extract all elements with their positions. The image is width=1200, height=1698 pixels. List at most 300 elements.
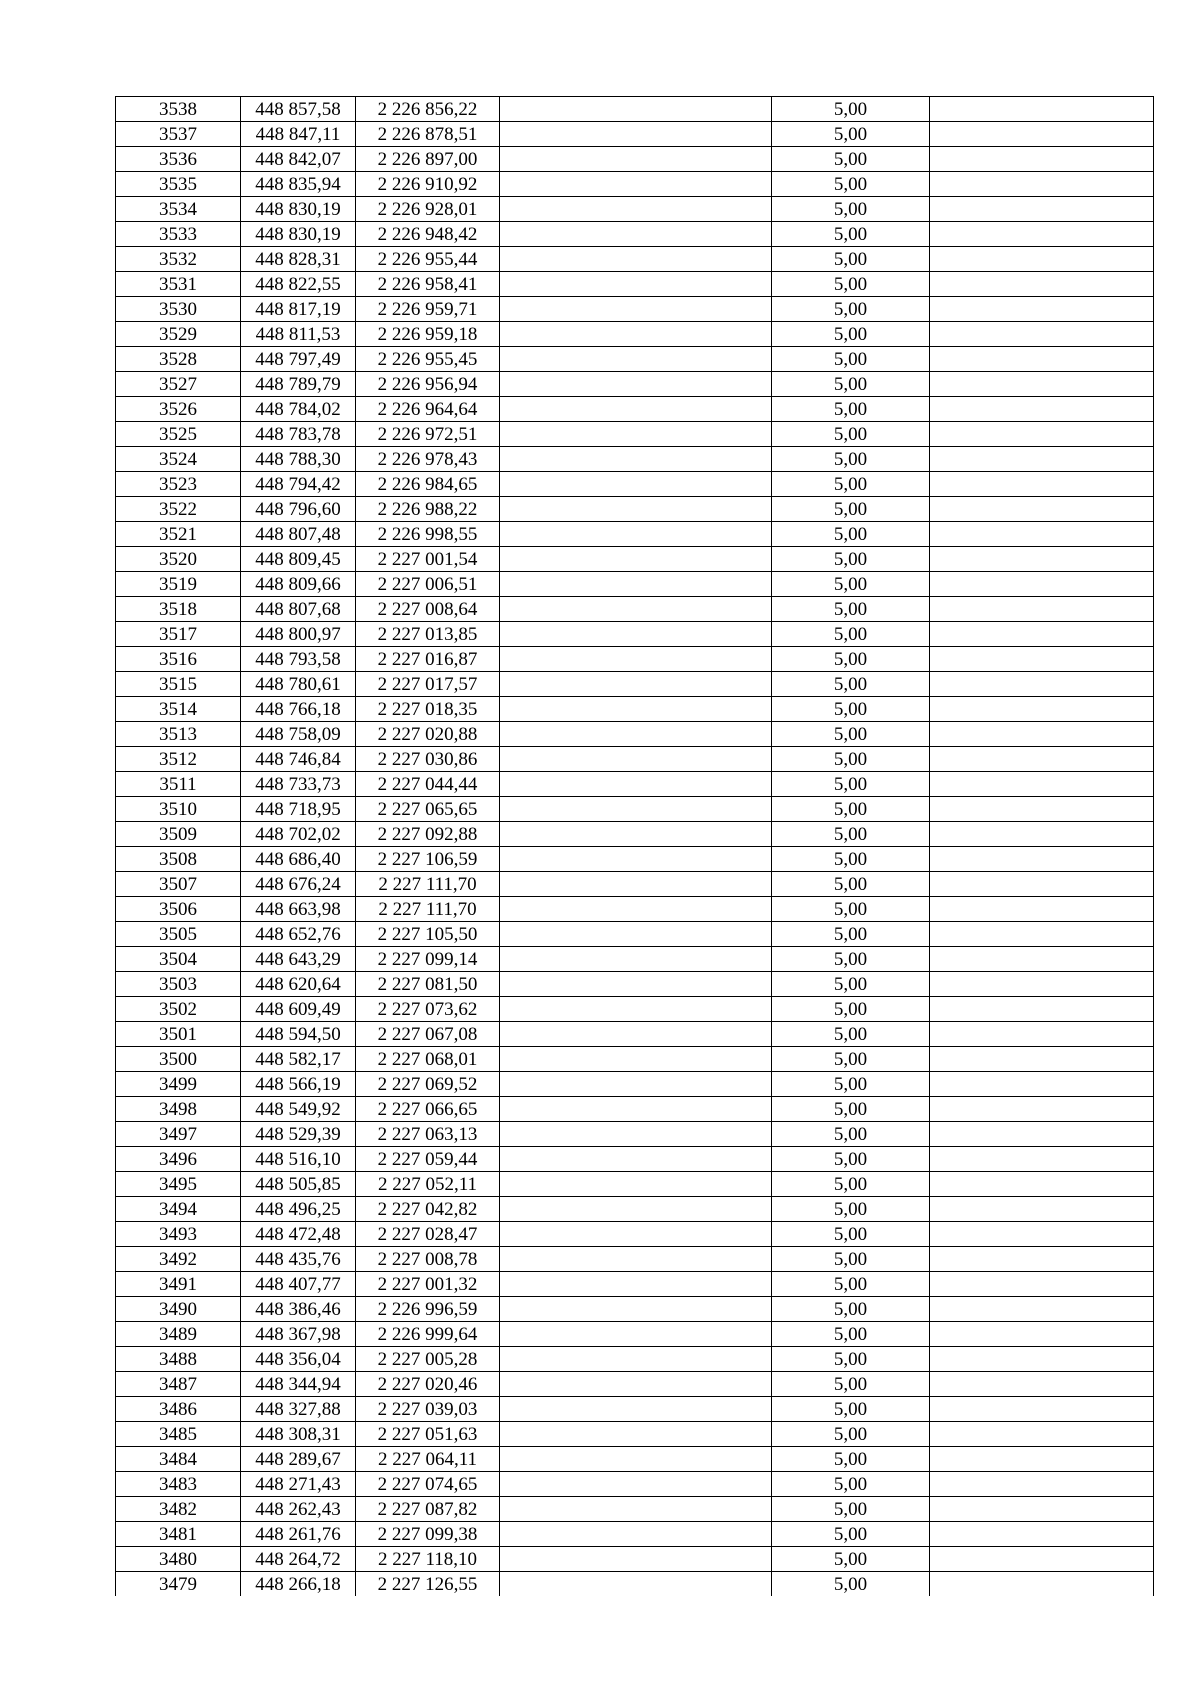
blank-cell-right (930, 1147, 1154, 1172)
x-coordinate-cell: 448 746,84 (241, 747, 356, 772)
x-coordinate-cell: 448 800,97 (241, 622, 356, 647)
point-number-cell: 3487 (116, 1372, 241, 1397)
blank-cell-right (930, 697, 1154, 722)
y-coordinate-cell: 2 227 063,13 (356, 1122, 500, 1147)
blank-cell (500, 997, 772, 1022)
blank-cell-right (930, 797, 1154, 822)
blank-cell-right (930, 1347, 1154, 1372)
blank-cell (500, 222, 772, 247)
y-coordinate-cell: 2 226 998,55 (356, 522, 500, 547)
y-coordinate-cell: 2 227 008,64 (356, 597, 500, 622)
x-coordinate-cell: 448 529,39 (241, 1122, 356, 1147)
blank-cell (500, 872, 772, 897)
table-row (116, 397, 1154, 422)
x-coordinate-cell: 448 676,24 (241, 872, 356, 897)
blank-cell-right (930, 747, 1154, 772)
x-coordinate-cell: 448 472,48 (241, 1222, 356, 1247)
coordinates-table-body (116, 97, 1154, 1597)
y-coordinate-cell: 2 226 964,64 (356, 397, 500, 422)
blank-cell (500, 1197, 772, 1222)
table-row (116, 547, 1154, 572)
table-row (116, 1322, 1154, 1347)
blank-cell (500, 1347, 772, 1372)
point-number-cell: 3509 (116, 822, 241, 847)
x-coordinate-cell: 448 407,77 (241, 1272, 356, 1297)
x-coordinate-cell: 448 780,61 (241, 672, 356, 697)
x-coordinate-cell: 448 496,25 (241, 1197, 356, 1222)
y-coordinate-cell: 2 227 074,65 (356, 1472, 500, 1497)
x-coordinate-cell: 448 505,85 (241, 1172, 356, 1197)
y-coordinate-cell: 2 226 959,71 (356, 297, 500, 322)
table-row (116, 1072, 1154, 1097)
coordinates-table (115, 96, 1154, 1596)
value-cell: 5,00 (772, 197, 930, 222)
value-cell: 5,00 (772, 397, 930, 422)
blank-cell-right (930, 1122, 1154, 1147)
value-cell: 5,00 (772, 1097, 930, 1122)
x-coordinate-cell: 448 686,40 (241, 847, 356, 872)
y-coordinate-cell: 2 227 020,88 (356, 722, 500, 747)
value-cell: 5,00 (772, 922, 930, 947)
y-coordinate-cell: 2 227 111,70 (356, 872, 500, 897)
value-cell: 5,00 (772, 622, 930, 647)
blank-cell-right (930, 522, 1154, 547)
value-cell: 5,00 (772, 872, 930, 897)
y-coordinate-cell: 2 226 984,65 (356, 472, 500, 497)
blank-cell-right (930, 1297, 1154, 1322)
x-coordinate-cell: 448 809,45 (241, 547, 356, 572)
x-coordinate-cell: 448 797,49 (241, 347, 356, 372)
blank-cell-right (930, 97, 1154, 122)
y-coordinate-cell: 2 227 016,87 (356, 647, 500, 672)
table-row (116, 872, 1154, 897)
point-number-cell: 3523 (116, 472, 241, 497)
y-coordinate-cell: 2 227 017,57 (356, 672, 500, 697)
point-number-cell: 3485 (116, 1422, 241, 1447)
y-coordinate-cell: 2 227 068,01 (356, 1047, 500, 1072)
blank-cell (500, 1247, 772, 1272)
point-number-cell: 3479 (116, 1572, 241, 1597)
point-number-cell: 3490 (116, 1297, 241, 1322)
point-number-cell: 3501 (116, 1022, 241, 1047)
table-row (116, 572, 1154, 597)
value-cell: 5,00 (772, 1372, 930, 1397)
x-coordinate-cell: 448 784,02 (241, 397, 356, 422)
x-coordinate-cell: 448 733,73 (241, 772, 356, 797)
y-coordinate-cell: 2 227 064,11 (356, 1447, 500, 1472)
point-number-cell: 3531 (116, 272, 241, 297)
blank-cell-right (930, 1447, 1154, 1472)
y-coordinate-cell: 2 226 999,64 (356, 1322, 500, 1347)
blank-cell-right (930, 272, 1154, 297)
blank-cell-right (930, 1572, 1154, 1597)
x-coordinate-cell: 448 643,29 (241, 947, 356, 972)
table-row (116, 347, 1154, 372)
x-coordinate-cell: 448 663,98 (241, 897, 356, 922)
x-coordinate-cell: 448 271,43 (241, 1472, 356, 1497)
point-number-cell: 3480 (116, 1547, 241, 1572)
blank-cell (500, 297, 772, 322)
point-number-cell: 3511 (116, 772, 241, 797)
y-coordinate-cell: 2 226 897,00 (356, 147, 500, 172)
blank-cell (500, 97, 772, 122)
blank-cell-right (930, 1547, 1154, 1572)
y-coordinate-cell: 2 226 996,59 (356, 1297, 500, 1322)
point-number-cell: 3483 (116, 1472, 241, 1497)
x-coordinate-cell: 448 822,55 (241, 272, 356, 297)
table-row (116, 222, 1154, 247)
y-coordinate-cell: 2 227 013,85 (356, 622, 500, 647)
value-cell: 5,00 (772, 847, 930, 872)
point-number-cell: 3508 (116, 847, 241, 872)
blank-cell-right (930, 672, 1154, 697)
table-row (116, 247, 1154, 272)
point-number-cell: 3514 (116, 697, 241, 722)
table-row (116, 297, 1154, 322)
x-coordinate-cell: 448 702,02 (241, 822, 356, 847)
blank-cell (500, 547, 772, 572)
x-coordinate-cell: 448 582,17 (241, 1047, 356, 1072)
point-number-cell: 3527 (116, 372, 241, 397)
blank-cell (500, 122, 772, 147)
value-cell: 5,00 (772, 1472, 930, 1497)
table-row (116, 472, 1154, 497)
blank-cell (500, 497, 772, 522)
point-number-cell: 3530 (116, 297, 241, 322)
table-row (116, 1222, 1154, 1247)
value-cell: 5,00 (772, 1447, 930, 1472)
blank-cell (500, 347, 772, 372)
blank-cell-right (930, 397, 1154, 422)
blank-cell (500, 247, 772, 272)
point-number-cell: 3505 (116, 922, 241, 947)
blank-cell (500, 422, 772, 447)
value-cell: 5,00 (772, 422, 930, 447)
x-coordinate-cell: 448 308,31 (241, 1422, 356, 1447)
table-row (116, 522, 1154, 547)
blank-cell-right (930, 1197, 1154, 1222)
point-number-cell: 3507 (116, 872, 241, 897)
y-coordinate-cell: 2 227 051,63 (356, 1422, 500, 1447)
table-row (116, 797, 1154, 822)
blank-cell (500, 1372, 772, 1397)
blank-cell (500, 572, 772, 597)
blank-cell-right (930, 547, 1154, 572)
x-coordinate-cell: 448 857,58 (241, 97, 356, 122)
blank-cell (500, 272, 772, 297)
value-cell: 5,00 (772, 172, 930, 197)
table-row (116, 1347, 1154, 1372)
table-row (116, 372, 1154, 397)
point-number-cell: 3493 (116, 1222, 241, 1247)
point-number-cell: 3506 (116, 897, 241, 922)
value-cell: 5,00 (772, 1172, 930, 1197)
y-coordinate-cell: 2 227 039,03 (356, 1397, 500, 1422)
blank-cell-right (930, 872, 1154, 897)
point-number-cell: 3512 (116, 747, 241, 772)
blank-cell-right (930, 1272, 1154, 1297)
point-number-cell: 3534 (116, 197, 241, 222)
table-row (116, 772, 1154, 797)
y-coordinate-cell: 2 226 955,44 (356, 247, 500, 272)
blank-cell-right (930, 322, 1154, 347)
value-cell: 5,00 (772, 1522, 930, 1547)
blank-cell (500, 622, 772, 647)
value-cell: 5,00 (772, 997, 930, 1022)
blank-cell (500, 1547, 772, 1572)
blank-cell-right (930, 1222, 1154, 1247)
blank-cell (500, 1497, 772, 1522)
x-coordinate-cell: 448 828,31 (241, 247, 356, 272)
blank-cell (500, 1572, 772, 1597)
table-row (116, 1572, 1154, 1597)
value-cell: 5,00 (772, 697, 930, 722)
blank-cell (500, 397, 772, 422)
x-coordinate-cell: 448 262,43 (241, 1497, 356, 1522)
y-coordinate-cell: 2 226 910,92 (356, 172, 500, 197)
point-number-cell: 3489 (116, 1322, 241, 1347)
y-coordinate-cell: 2 227 081,50 (356, 972, 500, 997)
blank-cell (500, 797, 772, 822)
value-cell: 5,00 (772, 322, 930, 347)
y-coordinate-cell: 2 226 978,43 (356, 447, 500, 472)
x-coordinate-cell: 448 794,42 (241, 472, 356, 497)
table-row (116, 1122, 1154, 1147)
y-coordinate-cell: 2 227 044,44 (356, 772, 500, 797)
y-coordinate-cell: 2 226 972,51 (356, 422, 500, 447)
table-row (116, 1547, 1154, 1572)
table-row (116, 647, 1154, 672)
table-row (116, 272, 1154, 297)
y-coordinate-cell: 2 227 018,35 (356, 697, 500, 722)
table-row (116, 997, 1154, 1022)
value-cell: 5,00 (772, 972, 930, 997)
blank-cell (500, 1397, 772, 1422)
y-coordinate-cell: 2 227 006,51 (356, 572, 500, 597)
blank-cell (500, 1222, 772, 1247)
value-cell: 5,00 (772, 947, 930, 972)
blank-cell-right (930, 1322, 1154, 1347)
blank-cell-right (930, 1172, 1154, 1197)
table-row (116, 947, 1154, 972)
table-row (116, 1197, 1154, 1222)
table-row (116, 1172, 1154, 1197)
value-cell: 5,00 (772, 1322, 930, 1347)
value-cell: 5,00 (772, 572, 930, 597)
point-number-cell: 3532 (116, 247, 241, 272)
table-row (116, 422, 1154, 447)
blank-cell (500, 697, 772, 722)
value-cell: 5,00 (772, 1247, 930, 1272)
point-number-cell: 3533 (116, 222, 241, 247)
blank-cell (500, 722, 772, 747)
value-cell: 5,00 (772, 1072, 930, 1097)
x-coordinate-cell: 448 367,98 (241, 1322, 356, 1347)
y-coordinate-cell: 2 227 111,70 (356, 897, 500, 922)
point-number-cell: 3520 (116, 547, 241, 572)
blank-cell (500, 1422, 772, 1447)
table-row (116, 1372, 1154, 1397)
blank-cell (500, 1022, 772, 1047)
point-number-cell: 3484 (116, 1447, 241, 1472)
blank-cell-right (930, 1047, 1154, 1072)
y-coordinate-cell: 2 227 087,82 (356, 1497, 500, 1522)
blank-cell-right (930, 1372, 1154, 1397)
value-cell: 5,00 (772, 747, 930, 772)
blank-cell (500, 1047, 772, 1072)
y-coordinate-cell: 2 226 856,22 (356, 97, 500, 122)
table-row (116, 897, 1154, 922)
x-coordinate-cell: 448 289,67 (241, 1447, 356, 1472)
x-coordinate-cell: 448 758,09 (241, 722, 356, 747)
y-coordinate-cell: 2 226 878,51 (356, 122, 500, 147)
blank-cell-right (930, 647, 1154, 672)
blank-cell-right (930, 197, 1154, 222)
x-coordinate-cell: 448 327,88 (241, 1397, 356, 1422)
value-cell: 5,00 (772, 1397, 930, 1422)
table-row (116, 1097, 1154, 1122)
point-number-cell: 3495 (116, 1172, 241, 1197)
blank-cell (500, 672, 772, 697)
blank-cell-right (930, 372, 1154, 397)
blank-cell-right (930, 472, 1154, 497)
point-number-cell: 3500 (116, 1047, 241, 1072)
value-cell: 5,00 (772, 347, 930, 372)
blank-cell (500, 1072, 772, 1097)
point-number-cell: 3513 (116, 722, 241, 747)
x-coordinate-cell: 448 609,49 (241, 997, 356, 1022)
value-cell: 5,00 (772, 222, 930, 247)
blank-cell-right (930, 247, 1154, 272)
blank-cell-right (930, 1097, 1154, 1122)
table-row (116, 1422, 1154, 1447)
x-coordinate-cell: 448 594,50 (241, 1022, 356, 1047)
y-coordinate-cell: 2 227 069,52 (356, 1072, 500, 1097)
point-number-cell: 3504 (116, 947, 241, 972)
x-coordinate-cell: 448 766,18 (241, 697, 356, 722)
y-coordinate-cell: 2 227 126,55 (356, 1572, 500, 1597)
blank-cell-right (930, 447, 1154, 472)
y-coordinate-cell: 2 227 052,11 (356, 1172, 500, 1197)
point-number-cell: 3525 (116, 422, 241, 447)
point-number-cell: 3517 (116, 622, 241, 647)
y-coordinate-cell: 2 227 001,32 (356, 1272, 500, 1297)
blank-cell-right (930, 1422, 1154, 1447)
value-cell: 5,00 (772, 1347, 930, 1372)
blank-cell (500, 822, 772, 847)
x-coordinate-cell: 448 620,64 (241, 972, 356, 997)
x-coordinate-cell: 448 807,48 (241, 522, 356, 547)
blank-cell-right (930, 1522, 1154, 1547)
point-number-cell: 3498 (116, 1097, 241, 1122)
x-coordinate-cell: 448 811,53 (241, 322, 356, 347)
x-coordinate-cell: 448 652,76 (241, 922, 356, 947)
point-number-cell: 3516 (116, 647, 241, 672)
x-coordinate-cell: 448 516,10 (241, 1147, 356, 1172)
point-number-cell: 3502 (116, 997, 241, 1022)
table-row (116, 322, 1154, 347)
x-coordinate-cell: 448 783,78 (241, 422, 356, 447)
x-coordinate-cell: 448 264,72 (241, 1547, 356, 1572)
y-coordinate-cell: 2 226 958,41 (356, 272, 500, 297)
table-row (116, 447, 1154, 472)
table-row (116, 697, 1154, 722)
value-cell: 5,00 (772, 1222, 930, 1247)
x-coordinate-cell: 448 344,94 (241, 1372, 356, 1397)
x-coordinate-cell: 448 566,19 (241, 1072, 356, 1097)
value-cell: 5,00 (772, 772, 930, 797)
value-cell: 5,00 (772, 797, 930, 822)
y-coordinate-cell: 2 227 118,10 (356, 1547, 500, 1572)
table-row (116, 97, 1154, 122)
blank-cell (500, 1522, 772, 1547)
value-cell: 5,00 (772, 122, 930, 147)
blank-cell-right (930, 972, 1154, 997)
x-coordinate-cell: 448 847,11 (241, 122, 356, 147)
blank-cell (500, 772, 772, 797)
blank-cell-right (930, 1397, 1154, 1422)
table-row (116, 1447, 1154, 1472)
y-coordinate-cell: 2 227 099,14 (356, 947, 500, 972)
table-row (116, 1147, 1154, 1172)
blank-cell-right (930, 722, 1154, 747)
table-row (116, 497, 1154, 522)
y-coordinate-cell: 2 226 948,42 (356, 222, 500, 247)
y-coordinate-cell: 2 227 066,65 (356, 1097, 500, 1122)
table-row (116, 1522, 1154, 1547)
blank-cell-right (930, 822, 1154, 847)
blank-cell-right (930, 572, 1154, 597)
table-row (116, 622, 1154, 647)
point-number-cell: 3538 (116, 97, 241, 122)
table-row (116, 1497, 1154, 1522)
table-row (116, 172, 1154, 197)
table-row (116, 122, 1154, 147)
point-number-cell: 3536 (116, 147, 241, 172)
blank-cell (500, 447, 772, 472)
value-cell: 5,00 (772, 147, 930, 172)
table-row (116, 1472, 1154, 1497)
x-coordinate-cell: 448 386,46 (241, 1297, 356, 1322)
blank-cell (500, 1322, 772, 1347)
blank-cell-right (930, 172, 1154, 197)
value-cell: 5,00 (772, 497, 930, 522)
blank-cell-right (930, 1497, 1154, 1522)
point-number-cell: 3535 (116, 172, 241, 197)
y-coordinate-cell: 2 226 988,22 (356, 497, 500, 522)
blank-cell (500, 1122, 772, 1147)
x-coordinate-cell: 448 835,94 (241, 172, 356, 197)
point-number-cell: 3482 (116, 1497, 241, 1522)
table-row (116, 722, 1154, 747)
blank-cell (500, 747, 772, 772)
x-coordinate-cell: 448 435,76 (241, 1247, 356, 1272)
table-row (116, 1022, 1154, 1047)
blank-cell (500, 1297, 772, 1322)
x-coordinate-cell: 448 788,30 (241, 447, 356, 472)
point-number-cell: 3515 (116, 672, 241, 697)
table-row (116, 847, 1154, 872)
blank-cell-right (930, 847, 1154, 872)
blank-cell-right (930, 122, 1154, 147)
blank-cell (500, 1447, 772, 1472)
value-cell: 5,00 (772, 247, 930, 272)
table-row (116, 597, 1154, 622)
y-coordinate-cell: 2 226 955,45 (356, 347, 500, 372)
y-coordinate-cell: 2 227 073,62 (356, 997, 500, 1022)
table-row (116, 822, 1154, 847)
value-cell: 5,00 (772, 1147, 930, 1172)
